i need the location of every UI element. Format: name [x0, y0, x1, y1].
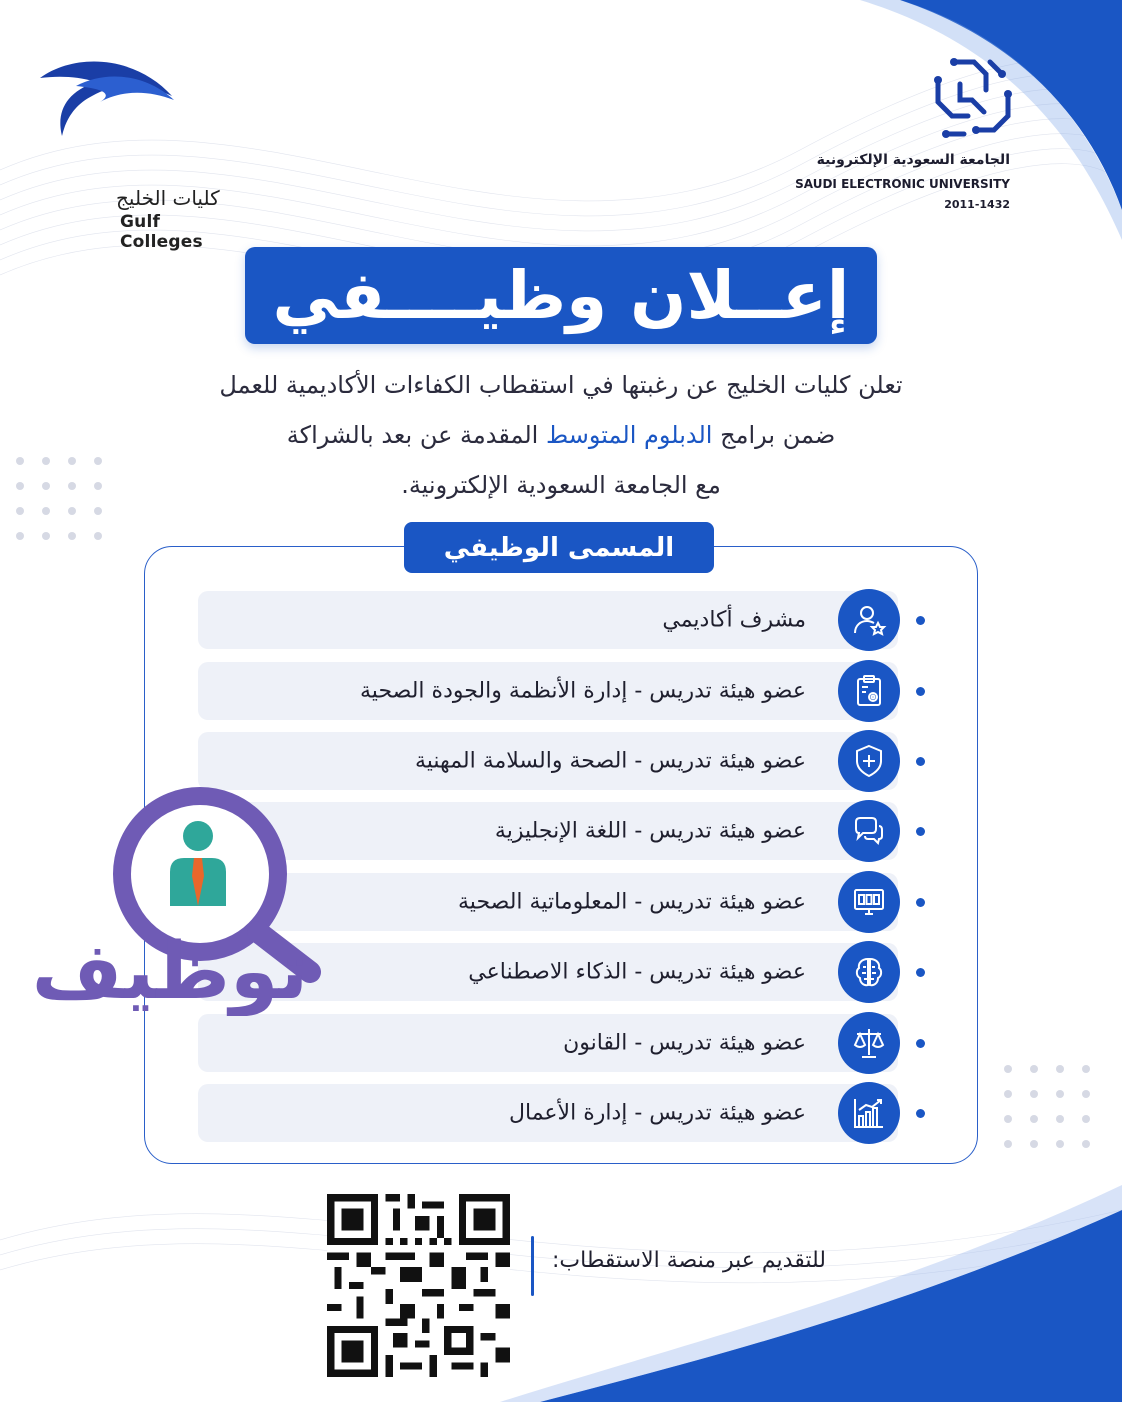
dot-grid-left	[16, 457, 102, 540]
gulf-colleges-logo	[36, 56, 236, 252]
job-item-label: عضو هيئة تدريس - المعلوماتية الصحية	[458, 889, 806, 915]
job-item-label: عضو هيئة تدريس - القانون	[563, 1030, 806, 1056]
bar-chart-icon	[838, 1082, 900, 1144]
intro-line-2	[150, 410, 972, 460]
user-star-icon	[838, 589, 900, 651]
apply-divider-line	[531, 1236, 534, 1296]
seu-name-en: SAUDI ELECTRONIC UNIVERSITY	[795, 177, 1010, 191]
intro-line-2-after: المقدمة عن بعد بالشراكة	[286, 421, 539, 449]
shield-plus-icon	[838, 730, 900, 792]
brain-circuit-icon	[838, 941, 900, 1003]
job-bullet	[916, 616, 925, 625]
job-bullet	[916, 757, 925, 766]
job-item-health-systems-quality	[198, 662, 898, 720]
job-item-label: عضو هيئة تدريس - إدارة الأنظمة والجودة الصحية	[360, 678, 806, 704]
monitor-data-icon	[838, 871, 900, 933]
intro-line-2-before: ضمن برامج	[720, 421, 836, 449]
job-bullet	[916, 1109, 925, 1118]
job-item-label: عضو هيئة تدريس - اللغة الإنجليزية	[494, 818, 806, 844]
job-item-business-administration	[198, 1084, 898, 1142]
intro-highlight-diploma: الدبلوم المتوسط	[546, 421, 713, 449]
scales-icon	[838, 1012, 900, 1074]
apply-label: للتقديم عبر منصة الاستقطاب:	[552, 1248, 826, 1273]
announcement-title-box	[245, 247, 877, 344]
chat-bubbles-icon	[838, 800, 900, 862]
job-item-law	[198, 1014, 898, 1072]
clipboard-gear-icon	[838, 660, 900, 722]
job-titles-heading: المسمى الوظيفي	[443, 532, 675, 563]
gulf-colleges-name-ar: كليات الخليج	[116, 186, 220, 210]
job-titles-heading-box	[404, 522, 714, 573]
tawzeef-watermark-logo	[20, 786, 330, 1016]
seu-logo	[790, 52, 1010, 222]
job-bullet	[916, 687, 925, 696]
seu-circuit-logo-mark	[924, 54, 1020, 146]
job-item-label: عضو هيئة تدريس - الصحة والسلامة المهنية	[414, 748, 806, 774]
job-item-label: مشرف أكاديمي	[662, 607, 806, 633]
announcement-title: إعــلان وظيــــفي	[272, 257, 850, 334]
job-item-occupational-health-safety	[198, 732, 898, 790]
intro-line-3: مع الجامعة السعودية الإلكترونية.	[401, 471, 721, 499]
seu-founding-year: 2011-1432	[944, 198, 1010, 211]
job-bullet	[916, 968, 925, 977]
job-bullet	[916, 1039, 925, 1048]
job-bullet	[916, 898, 925, 907]
job-item-academic-supervisor	[198, 591, 898, 649]
intro-paragraph	[150, 360, 972, 510]
qr-code[interactable]	[327, 1194, 510, 1377]
intro-line-1: تعلن كليات الخليج عن رغبتها في استقطاب الكفاءات الأكاديمية للعمل	[219, 371, 903, 399]
tawzeef-watermark-text: توظيف	[31, 927, 309, 1016]
dot-grid-right	[1004, 1065, 1090, 1148]
job-bullet	[916, 827, 925, 836]
gulf-wave-logo-mark	[36, 56, 186, 136]
gulf-colleges-name-en: Gulf Colleges	[120, 212, 203, 252]
seu-name-ar: الجامعة السعودية الإلكترونية	[816, 152, 1010, 168]
job-item-label: عضو هيئة تدريس - إدارة الأعمال	[509, 1100, 806, 1126]
job-item-label: عضو هيئة تدريس - الذكاء الاصطناعي	[468, 959, 806, 985]
